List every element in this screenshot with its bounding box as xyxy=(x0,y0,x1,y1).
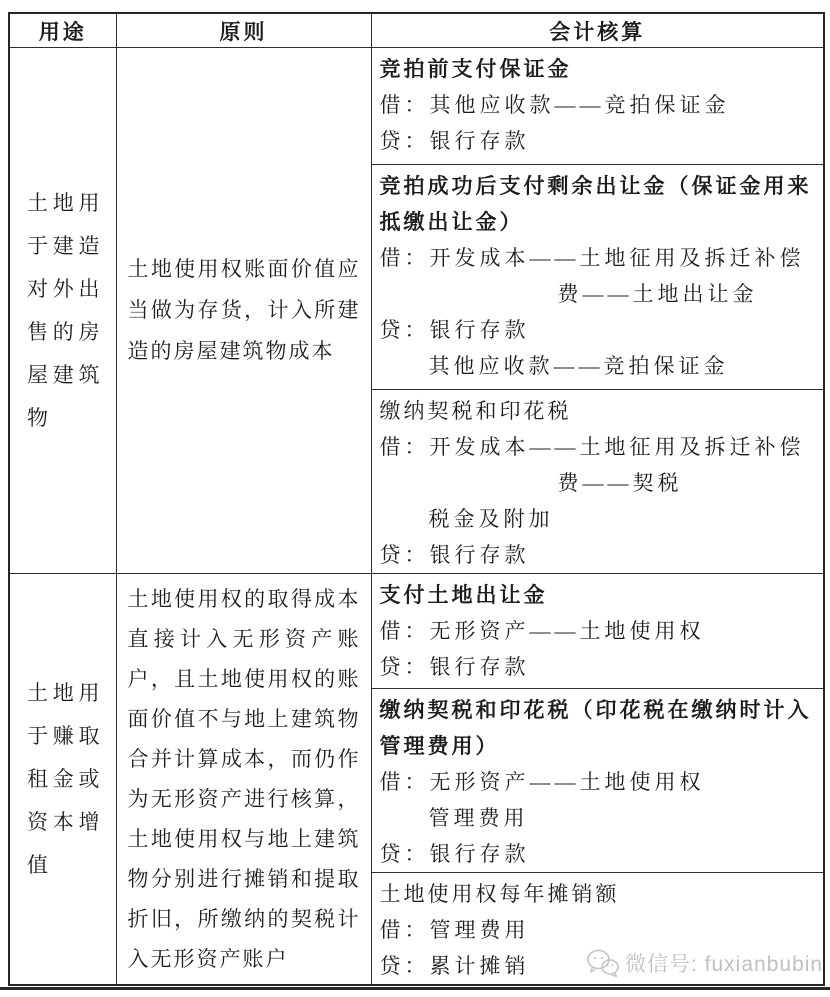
entry-cell xyxy=(371,165,824,390)
entry-line: 借：其他应收款——竞拍保证金 xyxy=(379,93,730,117)
entry-line: 贷：银行存款 xyxy=(379,842,530,866)
entry-cell xyxy=(371,689,824,873)
entry-title: 土地使用权每年摊销额 xyxy=(379,882,620,906)
entry-line: 费——契税 xyxy=(557,471,683,495)
entry-line: 贷：累计摊销 xyxy=(379,954,530,978)
entry-line: 借：开发成本——土地征用及拆迁补偿 xyxy=(379,246,805,270)
purpose-cell-row1: 土地用于建造对外出售的房屋建筑物 xyxy=(9,48,116,574)
entry-line: 其他应收款——竞拍保证金 xyxy=(428,354,729,378)
entry-title: 竞拍成功后支付剩余出让金（保证金用来抵缴出让金） xyxy=(379,174,812,234)
entry-line: 贷：银行存款 xyxy=(379,318,530,342)
bottom-divider xyxy=(0,987,830,990)
watermark-label: 微信号: fuxianbubin xyxy=(625,953,824,976)
table-row xyxy=(9,48,824,165)
entry-cell xyxy=(371,574,824,689)
table-row xyxy=(9,574,824,689)
entry-line: 借：无形资产——土地使用权 xyxy=(379,619,705,643)
entry-line: 管理费用 xyxy=(428,806,529,830)
accounting-table xyxy=(8,12,825,986)
entry-cell xyxy=(371,390,824,574)
entry-line: 税金及附加 xyxy=(428,507,554,531)
wechat-icon xyxy=(586,948,619,978)
entry-line: 贷：银行存款 xyxy=(379,655,530,679)
column-header-principle: 原则 xyxy=(116,13,371,48)
entry-title: 缴纳契税和印花税 xyxy=(379,399,572,423)
entry-line: 借：无形资产——土地使用权 xyxy=(379,770,705,794)
table-header-row xyxy=(9,13,824,48)
entry-title: 支付土地出让金 xyxy=(379,583,548,607)
entry-cell xyxy=(371,48,824,165)
purpose-cell-row2: 土地用于赚取租金或资本增值 xyxy=(9,574,116,986)
entry-title: 竞拍前支付保证金 xyxy=(379,57,572,81)
principle-cell-row2: 土地使用权的取得成本直接计入无形资产账户，且土地使用权的账面价值不与地上建筑物合并计算成本，而仍作为无形资产进行核算，土地使用权与地上建筑物分别进行摊销和提取折旧，所缴纳的契税计入无形资产账户 xyxy=(116,574,371,986)
entry-line: 费——土地出让金 xyxy=(557,282,758,306)
entry-line: 借：开发成本——土地征用及拆迁补偿 xyxy=(379,435,805,459)
principle-cell-row1: 土地使用权账面价值应当做为存货，计入所建造的房屋建筑物成本 xyxy=(116,48,371,574)
column-header-purpose: 用途 xyxy=(9,13,116,48)
entry-line: 借：管理费用 xyxy=(379,918,530,942)
entry-line: 贷：银行存款 xyxy=(379,129,530,153)
watermark xyxy=(586,946,823,980)
entry-line: 贷：银行存款 xyxy=(379,543,530,567)
column-header-accounting: 会计核算 xyxy=(371,13,824,48)
entry-title: 缴纳契税和印花税（印花税在缴纳时计入管理费用） xyxy=(379,698,812,758)
